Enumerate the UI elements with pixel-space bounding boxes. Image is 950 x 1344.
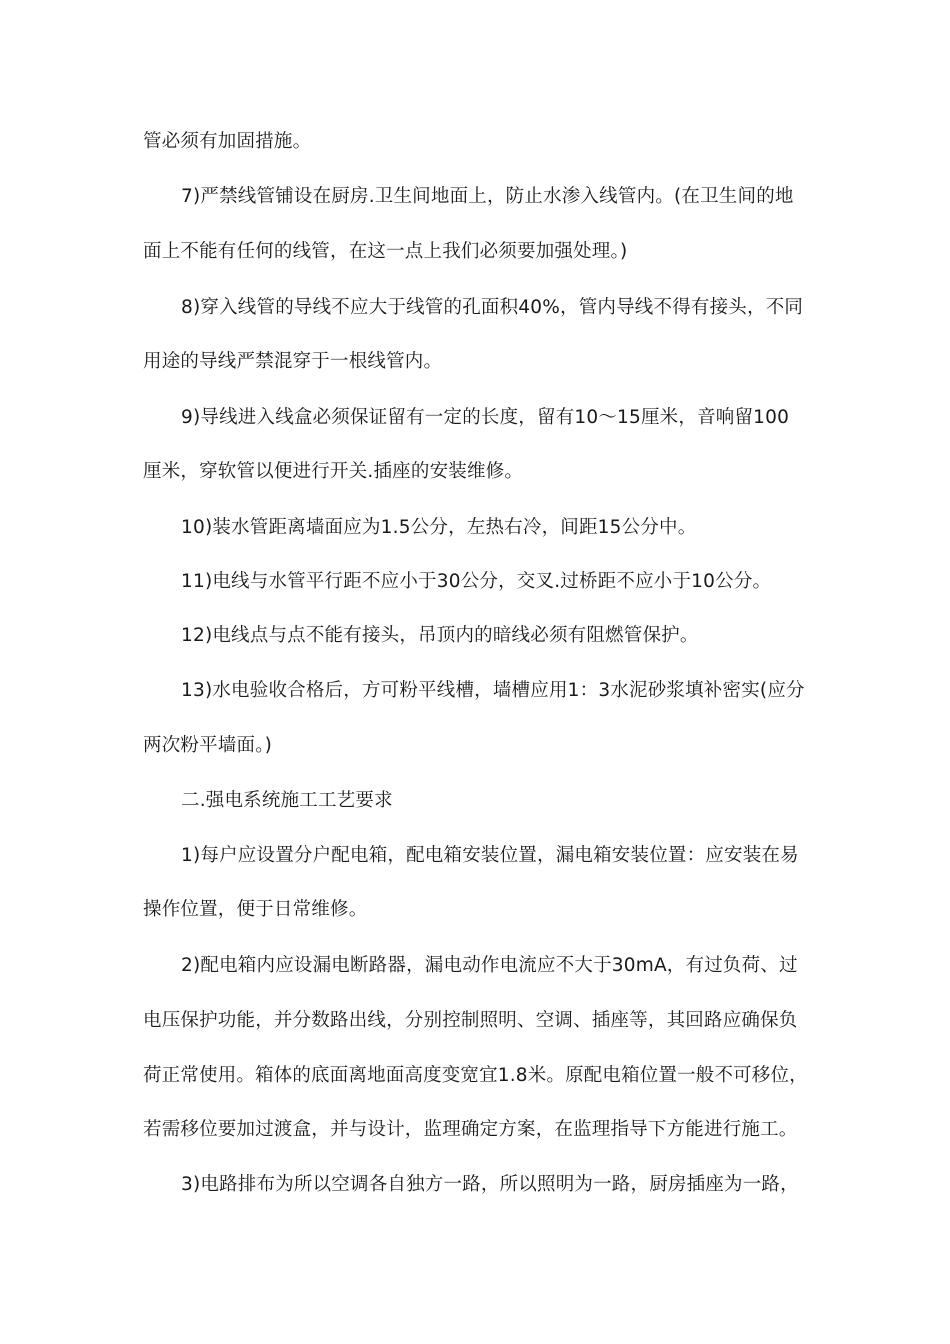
text-line-item-8-cont: 用途的导线严禁混穿于一根线管内。 (143, 351, 443, 372)
text-line-item-7-cont: 面上不能有任何的线管，在这一点上我们必须要加强处理。) (143, 241, 628, 262)
text-line-item-8: 8)穿入线管的导线不应大于线管的孔面积40%，管内导线不得有接头，不同 (181, 297, 804, 318)
text-line-item-13: 13)水电验收合格后，方可粉平线槽，墙槽应用1：3水泥砂浆填补密实(应分 (181, 680, 805, 701)
text-line-item-9-cont: 厘米，穿软管以便进行开关.插座的安装维修。 (143, 461, 524, 482)
section-heading: 二.强电系统施工工艺要求 (181, 790, 393, 811)
text-line-item-7: 7)严禁线管铺设在厨房.卫生间地面上，防止水渗入线管内。(在卫生间的地 (181, 186, 794, 207)
text-line-item-10: 10)装水管距离墙面应为1.5公分，左热右冷，间距15公分中。 (181, 517, 697, 538)
text-line-s2-item-1: 1)每户应设置分户配电箱，配电箱安装位置，漏电箱安装位置：应安装在易 (181, 845, 799, 866)
text-line-item-13-cont: 两次粉平墙面。) (143, 735, 273, 756)
text-line-item-9: 9)导线进入线盒必须保证留有一定的长度，留有10～15厘米，音响留100 (181, 407, 790, 428)
text-line-item-12: 12)电线点与点不能有接头，吊顶内的暗线必须有阻燃管保护。 (181, 625, 699, 646)
text-line-s2-item-2-cont-2: 荷正常使用。箱体的底面离地面高度变宽宜1.8米。原配电箱位置一般不可移位， (143, 1065, 808, 1086)
text-line-continuation: 管必须有加固措施。 (143, 131, 312, 152)
text-line-s2-item-2-cont-1: 电压保护功能，并分数路出线，分别控制照明、空调、插座等，其回路应确保负 (143, 1010, 798, 1031)
text-line-s2-item-1-cont: 操作位置，便于日常维修。 (143, 899, 368, 920)
text-line-item-11: 11)电线与水管平行距不应小于30公分，交叉.过桥距不应小于10公分。 (181, 571, 772, 592)
text-line-s2-item-3: 3)电路排布为所以空调各自独方一路，所以照明为一路，厨房插座为一路， (181, 1174, 799, 1195)
text-line-s2-item-2: 2)配电箱内应设漏电断路器，漏电动作电流应不大于30mA，有过负荷、过 (181, 955, 798, 976)
text-line-s2-item-2-cont-3: 若需移位要加过渡盒，并与设计，监理确定方案，在监理指导下方能进行施工。 (143, 1119, 798, 1140)
